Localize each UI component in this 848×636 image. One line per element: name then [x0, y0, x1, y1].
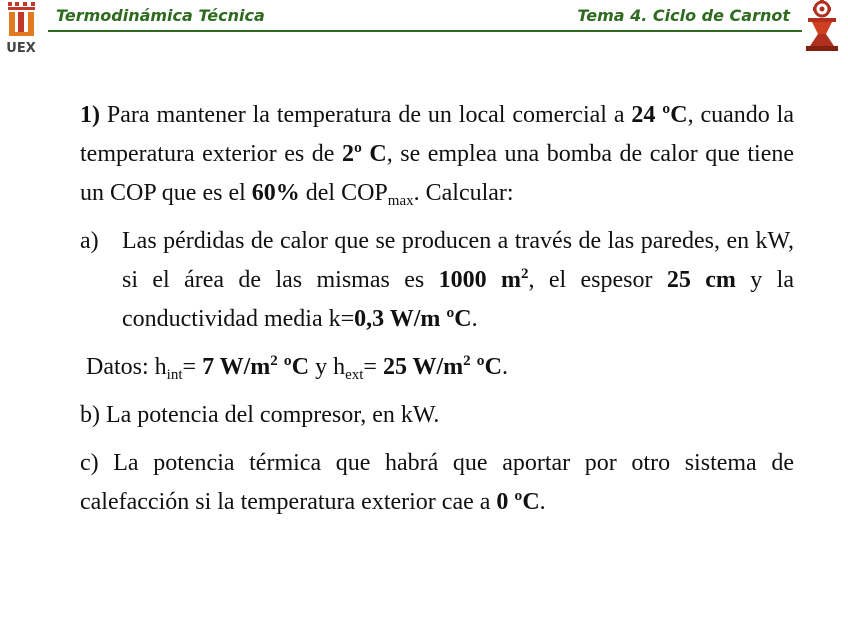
intro-text-2: , cuando la temperatura exterior es de — [80, 102, 794, 167]
qa-text-1: Las pérdidas de calor que se producen a través de las paredes, en kW, si el área de las mismas es — [122, 228, 794, 293]
given-data — [86, 348, 794, 387]
h-int-unit: ºC — [277, 354, 310, 380]
low-outdoor-temperature: 0 ºC — [496, 489, 540, 515]
wall-area-exponent: 2 — [520, 266, 529, 282]
wall-area-value: 1000 m — [438, 267, 521, 293]
problem-statement — [80, 96, 794, 531]
h-ext-number: 25 W/m — [382, 354, 464, 380]
h-ext-unit: ºC — [470, 354, 502, 380]
datos-text-1: Datos: h — [86, 354, 167, 380]
wall-area — [439, 267, 529, 293]
indoor-temperature: 24 ºC — [631, 102, 688, 128]
cop-subscript: max — [387, 193, 414, 209]
h-ext-subscript: ext — [345, 367, 364, 383]
outdoor-temperature: 2º C — [341, 141, 387, 167]
chapter-title: Tema 4. Ciclo de Carnot — [577, 6, 790, 25]
h-int-number: 7 W/m — [202, 354, 271, 380]
logo-letters: UEX — [6, 41, 36, 54]
department-logo — [802, 0, 842, 54]
course-title: Termodinámica Técnica — [56, 6, 265, 25]
h-int-value — [202, 354, 309, 380]
qa-text-3: y la conductividad media k= — [122, 267, 794, 332]
h-ext-value — [383, 354, 502, 380]
header-divider — [48, 30, 802, 32]
university-logo — [6, 2, 38, 54]
qc-text-2: . — [539, 489, 546, 515]
h-int-subscript: int — [166, 367, 183, 383]
h-ext-exponent: 2 — [463, 353, 471, 369]
intro-text-4: del COP — [299, 180, 388, 206]
qc-text-1: c) La potencia térmica que habrá que aportar por otro sistema de calefacción si la temperatura exterior cae a — [80, 450, 794, 515]
cop-percentage: 60% — [251, 180, 300, 206]
question-c — [80, 444, 794, 522]
problem-intro — [80, 96, 794, 213]
question-b: b) La potencia del compresor, en kW. — [80, 402, 440, 428]
datos-text-4: = — [363, 354, 383, 380]
question-a-text — [122, 222, 794, 339]
qa-text-4: . — [471, 306, 478, 332]
qa-text-2: , el espesor — [528, 267, 667, 293]
university-logo-icon — [6, 2, 38, 54]
intro-text-5: . Calcular: — [413, 180, 514, 206]
intro-text-3: , se emplea una bomba de calor que tiene un COP que es el — [80, 141, 795, 206]
datos-text-5: . — [501, 354, 508, 380]
datos-text-3: y h — [309, 354, 346, 380]
question-a-label: a) — [80, 228, 99, 254]
h-int-exponent: 2 — [270, 353, 278, 369]
question-a — [80, 222, 794, 339]
problem-number: 1) — [80, 102, 100, 128]
conductivity-value: 0,3 W/m ºC — [354, 306, 472, 332]
datos-text-2: = — [182, 354, 203, 380]
wall-thickness: 25 cm — [666, 267, 736, 293]
gear-figure-icon — [802, 0, 842, 54]
intro-text-1: Para mantener la temperatura de un local comercial a — [100, 102, 632, 128]
